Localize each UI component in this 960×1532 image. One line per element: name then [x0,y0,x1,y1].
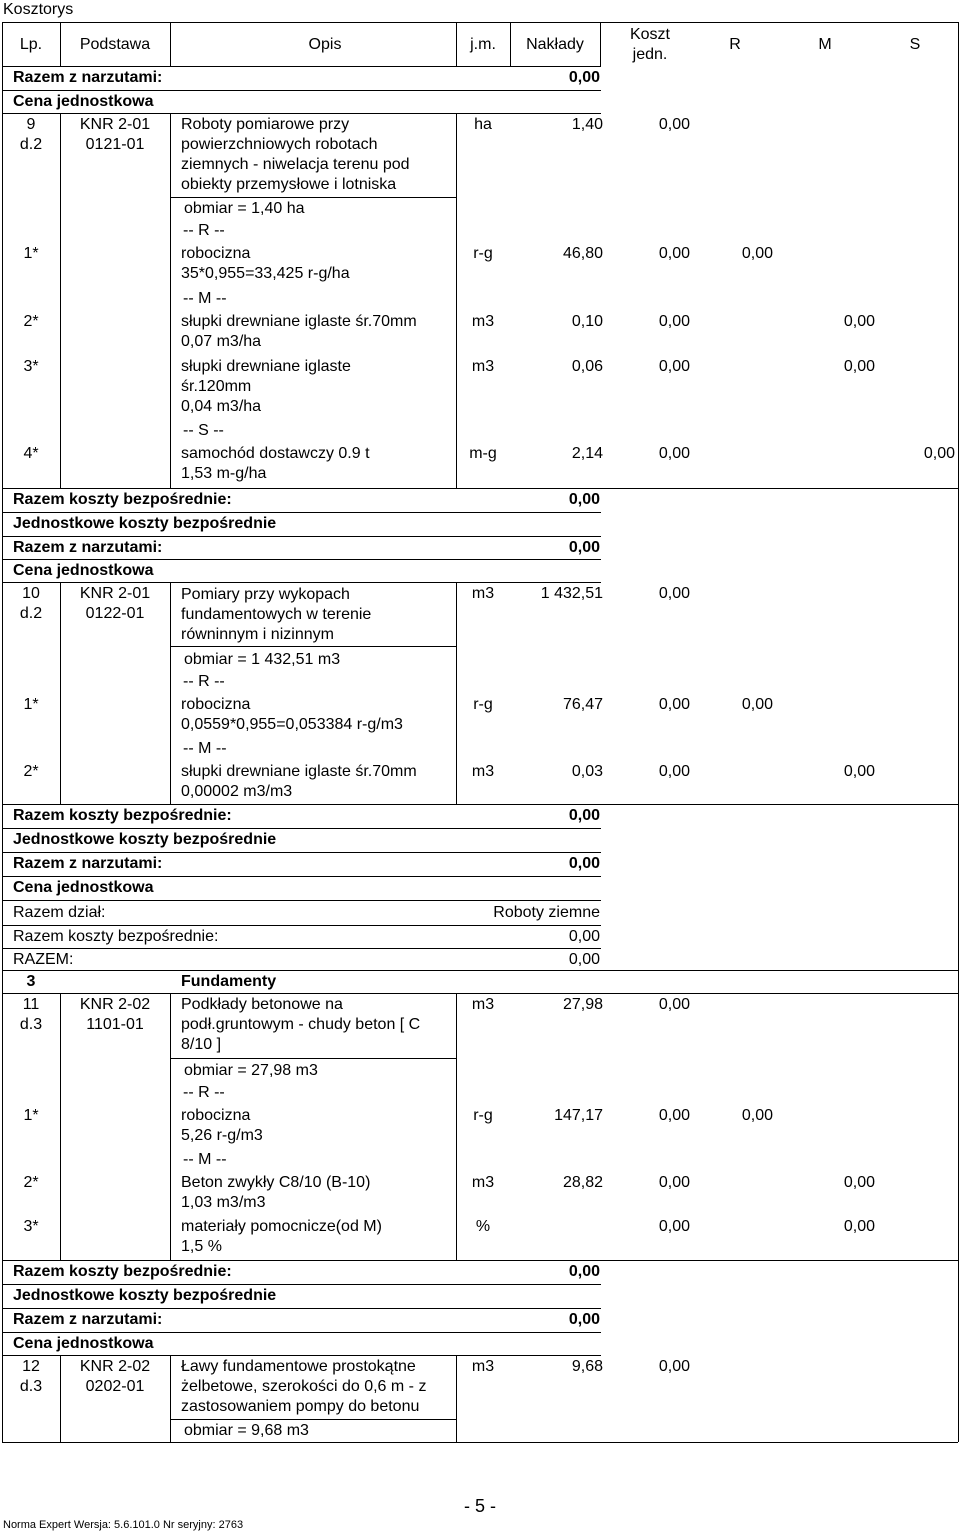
position-description: 8/10 ] [181,1036,222,1053]
resource-quantity: 46,80 [562,245,603,262]
position-basis-code: 0122-01 [85,605,145,622]
position-lp: 10 [22,585,40,602]
position-measurement: obmiar = 1,40 ha [184,200,305,217]
resource-name: materiały pomocnicze(od M) [181,1218,382,1235]
resource-quantity: 0,10 [571,313,603,330]
table-bottom-border [2,1442,958,1443]
summary-label: Razem z narzutami: [13,855,163,872]
summary-label: Razem koszty bezpośrednie: [13,807,232,824]
position-description: ziemnych - niwelacja terenu pod [181,156,410,173]
resource-price: 0,00 [658,313,690,330]
resource-no: 1* [23,1107,39,1124]
section-total-label: Razem dział: [13,904,106,921]
position-measurement: obmiar = 27,98 m3 [184,1062,318,1079]
resource-no: 1* [23,696,39,713]
position-unit-cost: 0,00 [658,116,690,133]
position-basis-code: 0121-01 [85,136,145,153]
resource-m-value: 0,00 [843,358,875,375]
resource-name: słupki drewniane iglaste śr.70mm [181,313,417,330]
resource-unit: m3 [471,313,495,330]
resource-norm: 5,26 r-g/m3 [181,1127,263,1144]
resource-norm: 35*0,955=33,425 r-g/ha [181,265,350,282]
table-top-border [2,22,958,23]
resource-no: 1* [23,245,39,262]
resource-norm: 0,00002 m3/m3 [181,783,293,800]
resource-unit: m-g [469,445,497,462]
resource-no: 2* [23,313,39,330]
header-lp: Lp. [19,36,43,53]
header-koszt-line1: Koszt [629,26,670,43]
header-naklady: Nakłady [526,36,584,53]
resource-group-r: -- R -- [183,1084,225,1101]
resource-name: robocizna [181,696,251,713]
summary-label: Razem z narzutami: [13,539,163,556]
position-quantity: 1,40 [571,116,603,133]
resource-name: słupki drewniane iglaste śr.70mm [181,763,417,780]
summary-value: 0,00 [568,491,600,508]
resource-price: 0,00 [658,1218,690,1235]
resource-norm: 0,07 m3/ha [181,333,262,350]
position-description: obiekty przemysłowe i lotniska [181,176,397,193]
section-name: Roboty ziemne [493,904,600,921]
position-description: zastosowaniem pompy do betonu [181,1398,420,1415]
resource-group-r: -- R -- [183,673,225,690]
resource-m-value: 0,00 [843,1174,875,1191]
header-jm: j.m. [470,36,496,53]
resource-group-m: -- M -- [183,290,227,307]
position-lp-chapter: d.2 [19,605,43,622]
summary-label: Jednostkowe koszty bezpośrednie [13,831,277,848]
resource-price: 0,00 [658,1107,690,1124]
position-description: równinnym i nizinnym [181,626,334,643]
resource-norm: 1,53 m-g/ha [181,465,267,482]
position-unit-cost: 0,00 [658,996,690,1013]
section-total-caps-label: RAZEM: [13,951,74,968]
summary-value: 0,00 [568,807,600,824]
resource-name: robocizna [181,1107,251,1124]
resource-m-value: 0,00 [843,763,875,780]
position-lp-chapter: d.3 [19,1016,43,1033]
summary-label: Jednostkowe koszty bezpośrednie [13,1287,277,1304]
position-measurement: obmiar = 9,68 m3 [184,1422,309,1439]
summary-label: Jednostkowe koszty bezpośrednie [13,515,277,532]
resource-m-value: 0,00 [843,313,875,330]
resource-norm: 1,5 % [181,1238,222,1255]
position-description: fundamentowych w terenie [181,606,372,623]
position-description: Ławy fundamentowe prostokątne [181,1358,416,1375]
resource-quantity: 147,17 [554,1107,603,1124]
summary-label: Razem z narzutami: [13,69,163,86]
section-title: Fundamenty [181,973,277,990]
position-lp: 11 [22,996,40,1013]
resource-s-value: 0,00 [923,445,955,462]
resource-no: 4* [23,445,39,462]
position-lp-chapter: d.3 [19,1378,43,1395]
resource-name: słupki drewniane iglaste [181,358,351,375]
position-basis: KNR 2-02 [79,1358,151,1375]
summary-label: Cena jednostkowa [13,1335,154,1352]
position-basis: KNR 2-02 [79,996,151,1013]
position-description: Roboty pomiarowe przy [181,116,350,133]
resource-price: 0,00 [658,696,690,713]
resource-unit: r-g [473,696,493,713]
resource-unit: m3 [471,763,495,780]
resource-name: Beton zwykły C8/10 (B-10) [181,1174,371,1191]
section-direct-cost-label: Razem koszty bezpośrednie: [13,928,219,945]
header-r: R [729,36,741,53]
position-lp: 9 [26,116,36,133]
resource-quantity: 2,14 [571,445,603,462]
position-quantity: 9,68 [571,1358,603,1375]
summary-value: 0,00 [568,539,600,556]
summary-value: 0,00 [568,1311,600,1328]
resource-unit: r-g [473,245,493,262]
header-s: S [909,36,921,53]
resource-name: samochód dostawczy 0.9 t [181,445,370,462]
position-description: podł.gruntowym - chudy beton [ C [181,1016,421,1033]
resource-norm: 0,0559*0,955=0,053384 r-g/m3 [181,716,403,733]
resource-price: 0,00 [658,245,690,262]
resource-r-value: 0,00 [741,245,773,262]
resource-no: 2* [23,763,39,780]
summary-value: 0,00 [568,69,600,86]
summary-label: Cena jednostkowa [13,93,154,110]
position-basis: KNR 2-01 [79,116,151,133]
position-unit: m3 [471,1358,495,1375]
resource-unit: % [475,1218,491,1235]
resource-r-value: 0,00 [741,696,773,713]
resource-unit: m3 [471,1174,495,1191]
header-m: M [818,36,832,53]
header-podstawa: Podstawa [79,36,151,53]
position-basis: KNR 2-01 [79,585,151,602]
resource-unit: m3 [471,358,495,375]
resource-price: 0,00 [658,358,690,375]
summary-label: Cena jednostkowa [13,562,154,579]
position-unit: m3 [471,585,495,602]
resource-group-m: -- M -- [183,740,227,757]
section-total-caps-value: 0,00 [568,951,600,968]
header-opis: Opis [308,36,342,53]
resource-norm: 0,04 m3/ha [181,398,262,415]
summary-label: Razem z narzutami: [13,1311,163,1328]
header-koszt-line2: jedn. [632,46,668,63]
resource-m-value: 0,00 [843,1218,875,1235]
position-lp: 12 [22,1358,40,1375]
resource-quantity: 76,47 [562,696,603,713]
resource-name: śr.120mm [181,378,252,395]
footer-software-info: Norma Expert Wersja: 5.6.101.0 Nr seryjny: 2763 [3,1519,244,1531]
summary-value: 0,00 [568,855,600,872]
position-unit: ha [474,116,492,133]
resource-no: 3* [23,1218,39,1235]
resource-norm: 1,03 m3/m3 [181,1194,266,1211]
resource-group-s: -- S -- [183,422,224,439]
summary-label: Razem koszty bezpośrednie: [13,1263,232,1280]
section-direct-cost-value: 0,00 [568,928,600,945]
table-right-border [958,22,959,1442]
position-basis-code: 1101-01 [86,1016,144,1033]
position-basis-code: 0202-01 [85,1378,145,1395]
position-unit-cost: 0,00 [658,585,690,602]
resource-no: 3* [23,358,39,375]
position-measurement: obmiar = 1 432,51 m3 [184,651,341,668]
position-description: żelbetowe, szerokości do 0,6 m - z [181,1378,427,1395]
resource-unit: r-g [473,1107,493,1124]
summary-value: 0,00 [568,1263,600,1280]
position-quantity: 1 432,51 [540,585,603,602]
resource-group-r: -- R -- [183,222,225,239]
summary-label: Cena jednostkowa [13,879,154,896]
position-unit: m3 [471,996,495,1013]
position-description: Podkłady betonowe na [181,996,343,1013]
resource-quantity: 0,03 [571,763,603,780]
position-description: Pomiary przy wykopach [181,586,350,603]
resource-name: robocizna [181,245,251,262]
position-description: powierzchniowych robotach [181,136,378,153]
page-title: Kosztorys [3,1,74,18]
resource-price: 0,00 [658,445,690,462]
summary-label: Razem koszty bezpośrednie: [13,491,232,508]
page-number: - 5 - [463,1496,496,1516]
position-unit-cost: 0,00 [658,1358,690,1375]
position-lp-chapter: d.2 [19,136,43,153]
resource-r-value: 0,00 [741,1107,773,1124]
resource-no: 2* [23,1174,39,1191]
resource-group-m: -- M -- [183,1151,227,1168]
resource-quantity: 0,06 [571,358,603,375]
resource-quantity: 28,82 [562,1174,603,1191]
resource-price: 0,00 [658,763,690,780]
section-number: 3 [26,973,36,990]
position-quantity: 27,98 [562,996,603,1013]
resource-price: 0,00 [658,1174,690,1191]
